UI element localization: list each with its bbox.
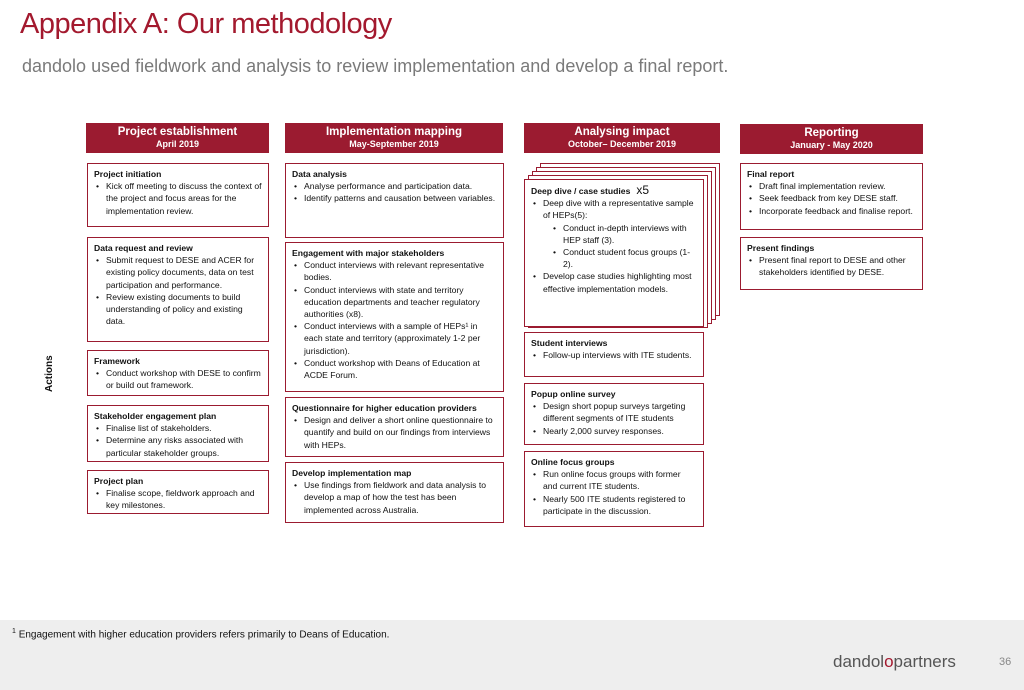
card-title: Data request and review: [94, 243, 193, 253]
card-data-request-review: [87, 237, 269, 342]
card-title: Project plan: [94, 476, 144, 486]
list-item: • Determine any risks associated with particular stakeholder groups.: [94, 434, 262, 458]
card-deep-dive-case-studies: [524, 179, 704, 327]
card-title: Framework: [94, 356, 140, 366]
footnote: [12, 628, 389, 640]
phase-dates: April 2019: [155, 139, 200, 149]
phase-title: Analysing impact: [574, 126, 670, 138]
card-project-initiation: [87, 163, 269, 227]
phase-title: Implementation mapping: [325, 126, 463, 138]
list-item: • Nearly 500 ITE students registered to participate in the discussion.: [531, 493, 697, 517]
list-item: • Conduct interviews with state and territory education departments and teacher regulatory authorities (x8).: [292, 284, 497, 321]
footer: [0, 620, 1024, 690]
card-title: Final report: [747, 169, 795, 179]
card-title: Engagement with major stakeholders: [292, 248, 445, 258]
logo-text: partners: [893, 652, 956, 671]
card-stakeholder-engagement-plan: [87, 405, 269, 462]
page-subtitle: dandolo used fieldwork and analysis to review implementation and develop a final report.: [22, 56, 729, 76]
list-item: • Design and deliver a short online questionnaire to quantify and build on our findings from interviews with HEPs.: [292, 414, 497, 451]
sub-list-item: • Conduct student focus groups (1-2).: [531, 246, 697, 270]
logo-text: dandol: [833, 652, 885, 671]
list-item: • Deep dive with a representative sample of HEPs(5):: [531, 197, 697, 221]
card-online-focus-groups: [524, 451, 704, 527]
list-item: • Run online focus groups with former and current ITE students.: [531, 468, 697, 492]
list-item: • Kick off meeting to discuss the context of the project and focus areas for the implementation review.: [94, 180, 262, 217]
list-item: • Conduct interviews with a sample of HEPs¹ in each state and territory (approximately 1-2 per jurisdiction).: [292, 320, 497, 357]
card-questionnaire: [285, 397, 504, 457]
card-engagement-major-stakeholders: [285, 242, 504, 392]
multiplier-badge: x5: [636, 183, 650, 197]
page-title: Appendix A: Our methodology: [20, 8, 392, 40]
list-item: • Finalise scope, fieldwork approach and key milestones.: [94, 487, 262, 511]
list-item: • Conduct workshop with DESE to confirm or build out framework.: [94, 367, 262, 391]
card-title: Develop implementation map: [292, 468, 412, 478]
card-develop-implementation-map: [285, 462, 504, 523]
card-title: Present findings: [747, 243, 815, 253]
list-item: • Nearly 2,000 survey responses.: [531, 425, 697, 437]
card-project-plan: [87, 470, 269, 514]
card-title: Stakeholder engagement plan: [94, 411, 217, 421]
list-item: • Identify patterns and causation between variables.: [292, 192, 497, 204]
card-title: Data analysis: [292, 169, 347, 179]
brand-logo: [833, 652, 956, 672]
card-title: Deep dive / case studies: [531, 186, 631, 196]
card-title: Student interviews: [531, 338, 608, 348]
list-item: • Develop case studies highlighting most effective implementation models.: [531, 270, 697, 294]
list-item: • Design short popup surveys targeting different segments of ITE students: [531, 400, 697, 424]
list-item: • Finalise list of stakeholders.: [94, 422, 262, 434]
phase-header-implementation-mapping: [285, 123, 503, 153]
card-final-report: [740, 163, 923, 230]
list-item: • Analyse performance and participation data.: [292, 180, 497, 192]
phase-header-reporting: [740, 124, 923, 154]
phase-title: Project establishment: [117, 126, 238, 138]
phase-dates: January - May 2020: [790, 140, 873, 150]
phase-dates: May-September 2019: [349, 139, 439, 149]
logo-accent: o: [884, 652, 894, 671]
list-item: • Conduct interviews with relevant representative bodies.: [292, 259, 497, 283]
card-title: Project initiation: [94, 169, 162, 179]
footnote-marker: 1: [12, 628, 16, 635]
list-item: • Present final report to DESE and other stakeholders identified by DESE.: [747, 254, 916, 278]
card-title: Online focus groups: [531, 457, 615, 467]
footnote-text: Engagement with higher education providers refers primarily to Deans of Education.: [18, 629, 390, 641]
card-framework: [87, 350, 269, 396]
list-item: • Seek feedback from key DESE staff.: [747, 192, 916, 204]
phase-dates: October– December 2019: [567, 139, 677, 149]
phase-title: Reporting: [804, 127, 859, 139]
list-item: • Incorporate feedback and finalise report.: [747, 205, 916, 217]
list-item: • Draft final implementation review.: [747, 180, 916, 192]
phase-header-project-establishment: [86, 123, 269, 153]
card-present-findings: [740, 237, 923, 290]
list-item: • Follow-up interviews with ITE students.: [531, 349, 697, 361]
card-student-interviews: [524, 332, 704, 377]
card-popup-online-survey: [524, 383, 704, 445]
card-title: Popup online survey: [531, 389, 616, 399]
card-title: Questionnaire for higher education providers: [292, 403, 477, 413]
sub-list-item: • Conduct in-depth interviews with HEP staff (3).: [531, 222, 697, 246]
card-data-analysis: [285, 163, 504, 238]
list-item: • Use findings from fieldwork and data analysis to develop a map of how the test has been implemented across Australia.: [292, 479, 497, 516]
list-item: • Review existing documents to build understanding of policy and existing data.: [94, 291, 262, 328]
list-item: • Submit request to DESE and ACER for existing policy documents, data on test participation and performance.: [94, 254, 262, 291]
page-number: 36: [999, 656, 1012, 668]
list-item: • Conduct workshop with Deans of Education at ACDE Forum.: [292, 357, 497, 381]
phase-header-analysing-impact: [524, 123, 720, 153]
actions-axis-label: Actions: [44, 355, 55, 392]
